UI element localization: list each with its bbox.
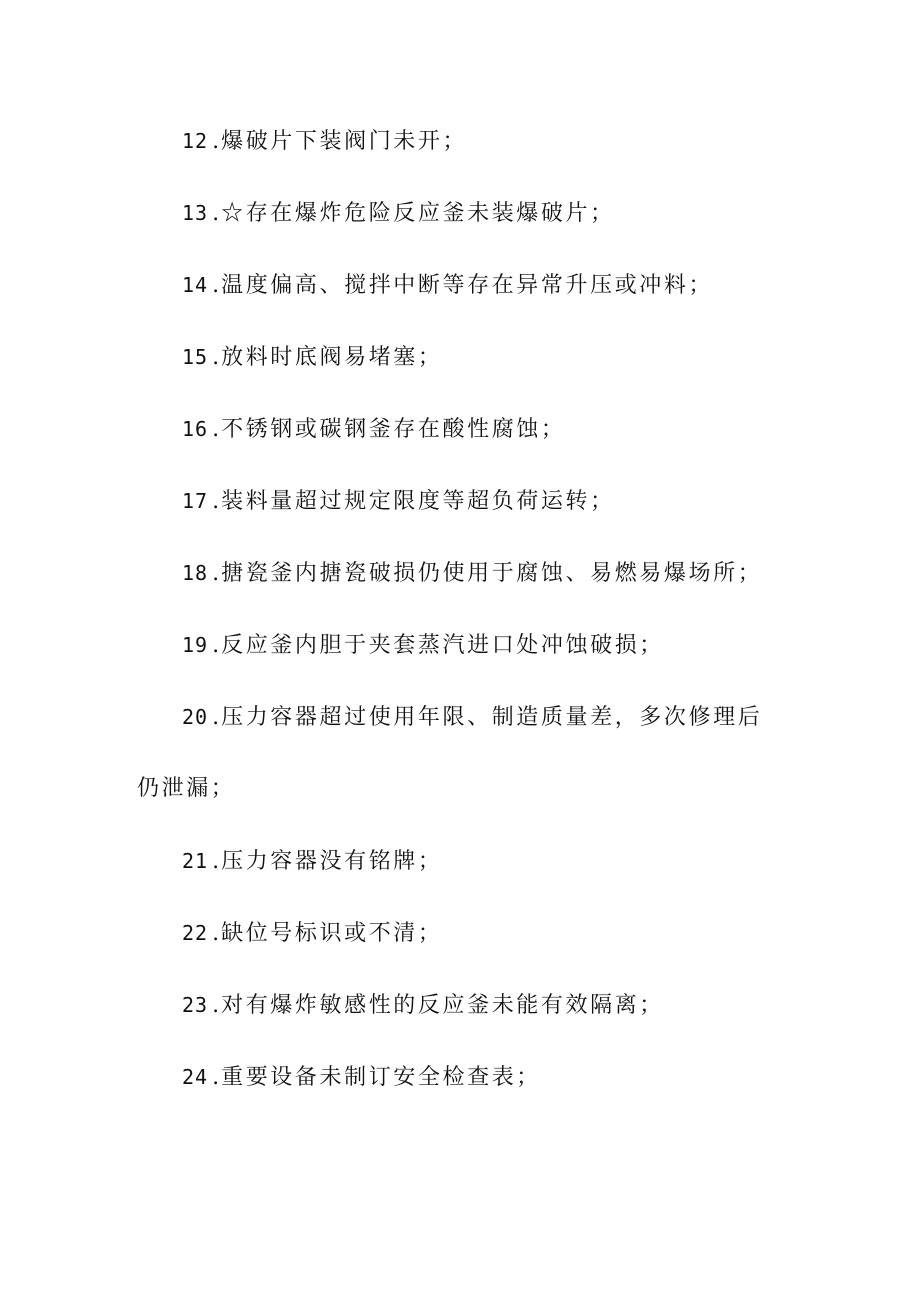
item-separator: . <box>212 489 220 514</box>
item-text: 放料时底阀易堵塞； <box>221 345 443 370</box>
list-item <box>0 992 920 1019</box>
item-text: 装料量超过规定限度等超负荷运转； <box>221 489 615 514</box>
item-separator: . <box>212 345 220 370</box>
list-item-continuation <box>0 776 920 802</box>
item-continuation-text: 仍泄漏； <box>137 776 236 801</box>
item-number: 21 <box>182 849 209 873</box>
item-text: 缺位号标识或不清； <box>221 921 443 946</box>
list-item <box>0 200 920 227</box>
list-item <box>0 632 920 659</box>
list-item <box>0 128 920 155</box>
item-text: 压力容器没有铭牌； <box>221 849 443 874</box>
item-text: 温度偏高、搅拌中断等存在异常升压或冲料； <box>221 273 714 298</box>
item-separator: . <box>212 129 220 154</box>
item-number: 20 <box>182 705 209 729</box>
item-number: 16 <box>182 417 209 441</box>
item-text: 爆破片下装阀门未开； <box>221 129 468 154</box>
item-number: 14 <box>182 273 209 297</box>
item-text: ☆存在爆炸危险反应釜未装爆破片； <box>221 201 615 226</box>
list-item <box>0 272 920 299</box>
item-separator: . <box>212 921 220 946</box>
item-text: 反应釜内胆于夹套蒸汽进口处冲蚀破损； <box>221 633 664 658</box>
list-item <box>0 848 920 875</box>
item-number: 18 <box>182 561 209 585</box>
item-number: 12 <box>182 129 209 153</box>
list-item <box>0 704 920 731</box>
item-text: 搪瓷釜内搪瓷破损仍使用于腐蚀、易燃易爆场所； <box>221 561 763 586</box>
item-separator: . <box>212 201 220 226</box>
list-item <box>0 488 920 515</box>
item-number: 23 <box>182 993 209 1017</box>
item-text: 重要设备未制订安全检查表； <box>221 1065 541 1090</box>
item-text: 压力容器超过使用年限、制造质量差，多次修理后 <box>221 705 763 730</box>
list-item <box>0 416 920 443</box>
item-text: 对有爆炸敏感性的反应釜未能有效隔离； <box>221 993 664 1018</box>
item-separator: . <box>212 705 220 730</box>
item-number: 17 <box>182 489 209 513</box>
item-number: 15 <box>182 345 209 369</box>
item-separator: . <box>212 1065 220 1090</box>
list-item <box>0 920 920 947</box>
list-item <box>0 344 920 371</box>
list-item <box>0 560 920 587</box>
item-separator: . <box>212 849 220 874</box>
item-number: 13 <box>182 201 209 225</box>
list-item <box>0 1064 920 1091</box>
item-separator: . <box>212 417 220 442</box>
item-separator: . <box>212 633 220 658</box>
item-number: 19 <box>182 633 209 657</box>
item-text: 不锈钢或碳钢釜存在酸性腐蚀； <box>221 417 566 442</box>
item-separator: . <box>212 993 220 1018</box>
item-number: 22 <box>182 921 209 945</box>
item-separator: . <box>212 561 220 586</box>
item-separator: . <box>212 273 220 298</box>
item-number: 24 <box>182 1065 209 1089</box>
